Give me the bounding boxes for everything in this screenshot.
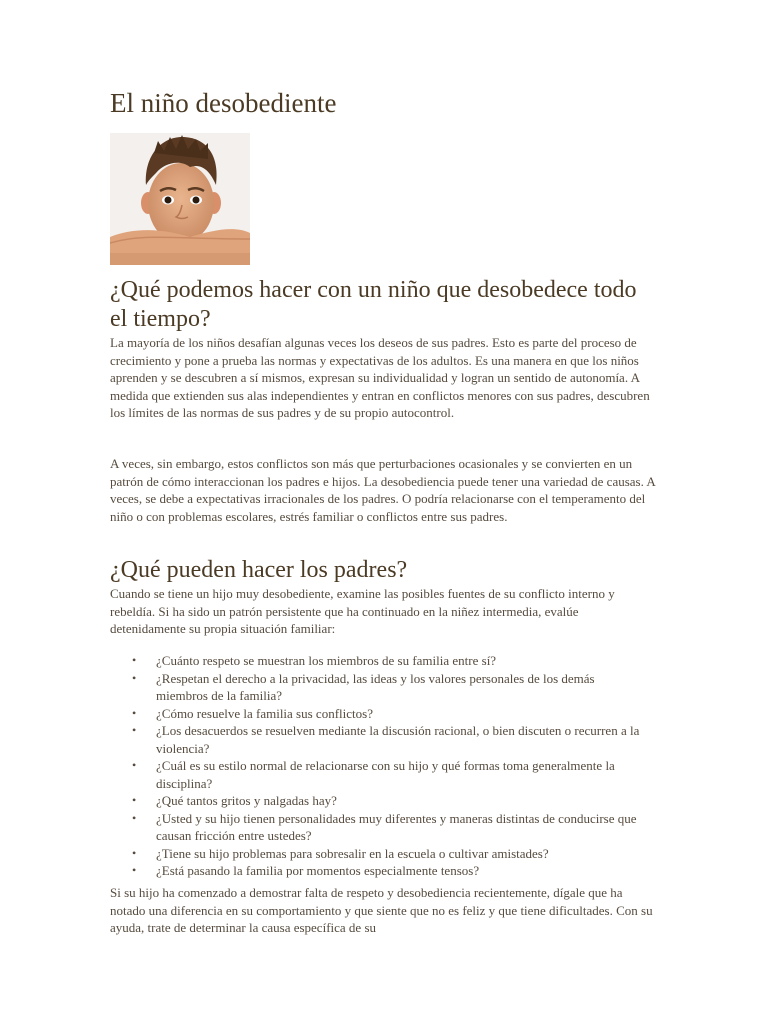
bullet-icon: •: [132, 758, 137, 772]
page-title: El niño desobediente: [110, 88, 337, 118]
section-heading-what-to-do: ¿Qué podemos hacer con un niño que desobedece todo el tiempo?: [110, 277, 637, 332]
list-item: [110, 792, 642, 810]
list-item-text: ¿Qué tantos gritos y nalgadas hay?: [156, 793, 337, 808]
list-item-text: ¿Cómo resuelve la familia sus conflictos?: [156, 705, 373, 721]
paragraph-parents-intro: Cuando se tiene un hijo muy desobediente, examine las posibles fuentes de su conflicto interno y rebeldía. Si ha sido un patrón persistente que ha continuado en la niñez intermedia, evalúe detenidamente su propia situación familiar:: [110, 586, 615, 636]
list-item: [110, 652, 642, 670]
list-item-text: ¿Está pasando la familia por momentos especialmente tensos?: [156, 863, 480, 878]
bullet-icon: •: [132, 863, 137, 877]
list-item: [110, 757, 642, 792]
family-questions-list: [110, 652, 658, 880]
bullet-icon: •: [132, 670, 137, 685]
bullet-icon: •: [132, 723, 137, 737]
paragraph-intro: La mayoría de los niños desafían algunas veces los deseos de sus padres. Esto es parte del proceso de crecimiento y pone a prueba las normas y expectativas de los adultos. Es una manera en que los niños aprenden y se descubren a sí mismos, expresan su individualidad y logran un sentido de autonomía. A medida que extienden sus alas independientes y entran en conflictos menores con sus padres, descubren los límites de las normas de sus padres y de su propio autocontrol.: [110, 335, 650, 420]
list-item-text: ¿Respetan el derecho a la privacidad, las ideas y los valores personales de los demás miembros de la familia?: [156, 670, 595, 703]
child-portrait-image: [110, 133, 250, 265]
child-photo: [110, 133, 250, 265]
bullet-icon: •: [132, 705, 137, 720]
list-item-text: ¿Los desacuerdos se resuelven mediante la discusión racional, o bien discuten o recurren a la violencia?: [156, 723, 640, 756]
paragraph-causes: A veces, sin embargo, estos conflictos son más que perturbaciones ocasionales y se convierten en un patrón de cómo interaccionan los padres e hijos. La desobediencia puede tener una variedad de causas. A veces, se debe a expectativas irracionales de los padres. O podría relacionarse con el temperamento del niño o con problemas escolares, estrés familiar o conflictos entre sus padres.: [110, 456, 656, 524]
bullet-icon: •: [132, 793, 137, 807]
list-item-text: ¿Cuánto respeto se muestran los miembros de su familia entre sí?: [156, 653, 497, 668]
list-item: [110, 670, 642, 705]
list-item: [110, 705, 642, 723]
list-item: [110, 862, 642, 880]
list-item: [110, 810, 642, 845]
list-item-text: ¿Usted y su hijo tienen personalidades muy diferentes y maneras distintas de conducirse que causan fricción entre ustedes?: [156, 810, 637, 843]
list-item: [110, 845, 642, 863]
bullet-icon: •: [132, 810, 137, 825]
section-heading-parents: ¿Qué pueden hacer los padres?: [110, 557, 408, 583]
list-item-text: ¿Cuál es su estilo normal de relacionarse con su hijo y qué formas toma generalmente la disciplina?: [156, 758, 615, 791]
paragraph-closing: Si su hijo ha comenzado a demostrar falta de respeto y desobediencia recientemente, dígale que ha notado una diferencia en su comportamiento y que siente que no es feliz y que tiene dificultades. Con su ayuda, trate de determinar la causa específica de su: [110, 885, 653, 935]
list-item: [110, 722, 642, 757]
bullet-icon: •: [132, 845, 137, 860]
list-item-text: ¿Tiene su hijo problemas para sobresalir en la escuela o cultivar amistades?: [156, 845, 549, 861]
bullet-icon: •: [132, 653, 137, 667]
